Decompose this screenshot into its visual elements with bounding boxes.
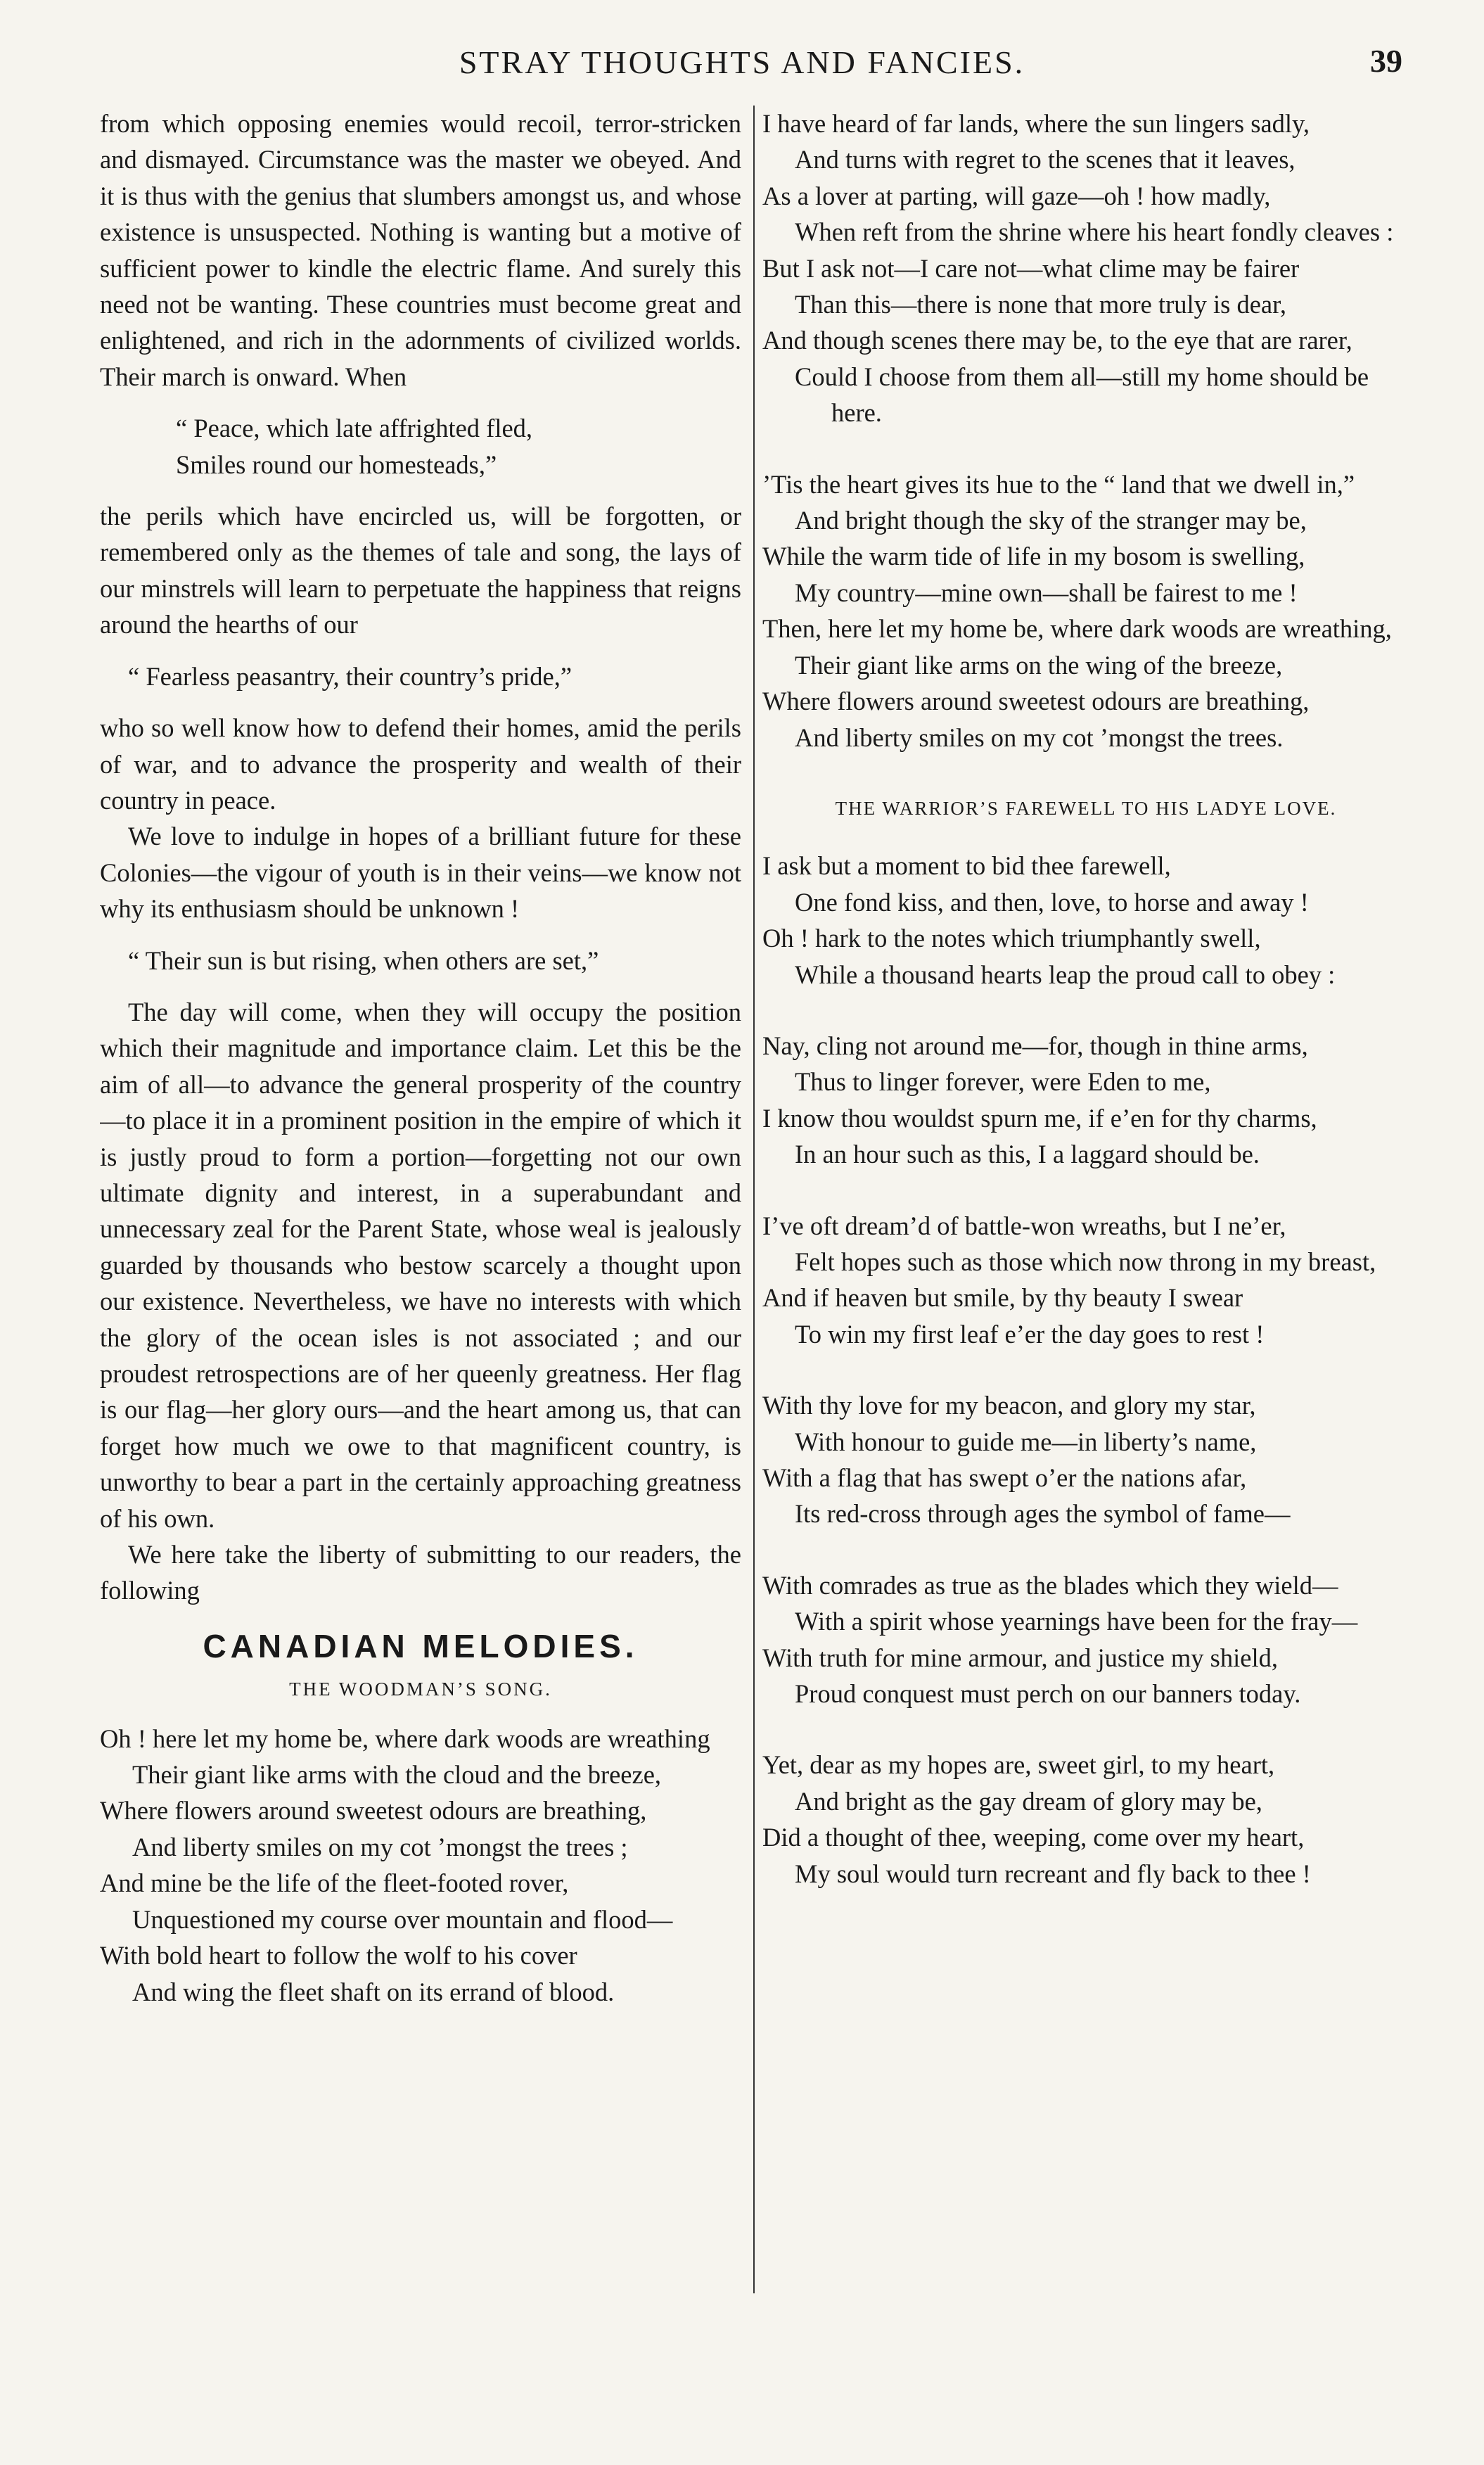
poem-line: Their giant like arms with the cloud and the breeze, xyxy=(132,1760,662,1790)
spacer xyxy=(100,483,741,498)
poem-line: With thy love for my beacon, and glory my star, xyxy=(762,1391,1256,1420)
stanza xyxy=(762,848,1409,993)
poem-line: Did a thought of thee, weeping, come over my heart, xyxy=(762,1823,1305,1852)
poem-line: With comrades as true as the blades which they wield— xyxy=(762,1570,1338,1600)
poem-line: In an hour such as this, I a laggard should be. xyxy=(795,1140,1260,1169)
poem-line: I have heard of far lands, where the sun lingers sadly, xyxy=(762,109,1310,138)
poem-line: As a lover at parting, will gaze—oh ! how madly, xyxy=(762,181,1271,210)
poem-line: And if heaven but smile, by thy beauty I swear xyxy=(762,1283,1243,1313)
stanza xyxy=(762,466,1409,756)
poem-line: Where flowers around sweetest odours are breathing, xyxy=(762,687,1310,716)
paragraph-4: We love to indulge in hopes of a brilliant future for these Colonies—the vigour of youth is in their veins—we know not why its enthusiasm should be unknown ! xyxy=(100,822,741,924)
paragraph-5: The day will come, when they will occupy the position which their magnitude and importance claim. Let this be the aim of all—to advance the general prosperity of the country —to place it in a prominent position in the empire of which it is justly proud to form a portion—forgetting not our own ultimate dignity and interest, in a superabundant and unnecessary zeal for the Parent State, whose weal is jealously guarded by thousands who bestow scarcely a thought upon our existence. Nevertheless, we have no interests with which the glory of the ocean isles is not associated ; and our proudest retrospections are of her queenly greatness. Her flag is our flag—her glory ours—and the heart among us, that can forget how much we owe to that magnificent country, is unworthy to bear a part in the certainly approaching greatness of his own. xyxy=(100,997,741,1533)
poem-line: And though scenes there may be, to the eye that are rarer, xyxy=(762,326,1352,355)
poem-line: While the warm tide of life in my bosom is swelling, xyxy=(762,542,1305,571)
poem-line: And bright though the sky of the stranger may be, xyxy=(795,506,1307,535)
spacer xyxy=(100,694,741,710)
song-title-woodman: THE WOODMAN’S SONG. xyxy=(289,1679,552,1700)
spacer xyxy=(100,979,741,994)
poem-line: And liberty smiles on my cot ’mongst the trees ; xyxy=(132,1832,628,1861)
poem-line: Their giant like arms on the wing of the breeze, xyxy=(795,650,1283,680)
stanza xyxy=(762,1387,1409,1532)
quote-1 xyxy=(176,410,741,483)
woodman-song xyxy=(100,1721,741,2010)
quote-1-line-1: “ Peace, which late affrighted fled, xyxy=(176,414,533,443)
poem-line: I’ve oft dream’d of battle-won wreaths, but I ne’er, xyxy=(762,1211,1286,1240)
poem-line: To win my first leaf e’er the day goes to rest ! xyxy=(795,1319,1265,1349)
poem-line: Oh ! here let my home be, where dark woods are wreathing xyxy=(100,1724,710,1753)
poem-line: And mine be the life of the fleet-footed rover, xyxy=(100,1868,569,1898)
quote-1-line-2: Smiles round our homesteads,” xyxy=(176,450,497,479)
poem-line: Felt hopes such as those which now throng in my breast, xyxy=(795,1247,1376,1276)
poem-line: But I ask not—I care not—what clime may be fairer xyxy=(762,253,1300,283)
paragraph-2: the perils which have encircled us, will be forgotten, or remembered only as the themes of tale and song, the lays of our minstrels will learn to perpetuate the happiness that reigns around the hearths of our xyxy=(100,502,741,639)
left-column xyxy=(100,106,741,2307)
poem-line: ’Tis the heart gives its hue to the “ land that we dwell in,” xyxy=(762,469,1355,499)
spacer xyxy=(100,927,741,943)
poem-line: When reft from the shrine where his heart fondly cleaves : xyxy=(795,217,1394,247)
paragraph-3: who so well know how to defend their homes, amid the perils of war, and to advance the prosperity and wealth of their country in peace. xyxy=(100,713,741,815)
poem-line: Yet, dear as my hopes are, sweet girl, to my heart, xyxy=(762,1750,1275,1780)
song-title-warrior: THE WARRIOR’S FAREWELL TO HIS LADYE LOVE. xyxy=(835,797,1337,819)
poem-line: Oh ! hark to the notes which triumphantly swell, xyxy=(762,924,1261,953)
poem-line: Thus to linger forever, were Eden to me, xyxy=(795,1067,1211,1097)
poem-line: While a thousand hearts leap the proud call to obey : xyxy=(795,960,1336,989)
poem-line: My soul would turn recreant and fly back to thee ! xyxy=(795,1859,1311,1888)
poem-line: With honour to guide me—in liberty’s name, xyxy=(795,1427,1257,1456)
spacer xyxy=(100,395,741,410)
paragraph-1: from which opposing enemies would recoil, terror-stricken and dismayed. Circumstance was the master we obeyed. And it is thus with the genius that slumbers amongst us, and whose existence is unsuspected. Nothing is wanting but a motive of sufficient power to kindle the electric flame. And surely this need not be wanting. These countries must become great and enlightened, and rich in the adornments of civilized worlds. Their march is onward. When xyxy=(100,109,741,391)
poem-line: Unquestioned my course over mountain and flood— xyxy=(132,1904,673,1934)
poem-line: With bold heart to follow the wolf to his cover xyxy=(100,1941,577,1970)
poem-line: Nay, cling not around me—for, though in thine arms, xyxy=(762,1031,1308,1060)
poem-line: And turns with regret to the scenes that it leaves, xyxy=(795,145,1296,174)
poem-line: Where flowers around sweetest odours are breathing, xyxy=(100,1796,647,1826)
poem-line: With a spirit whose yearnings have been for the fray— xyxy=(795,1607,1358,1636)
stanza xyxy=(762,1208,1409,1353)
poem-line: I ask but a moment to bid thee farewell, xyxy=(762,851,1171,881)
poem-line: One fond kiss, and then, love, to horse and away ! xyxy=(795,887,1309,917)
stanza xyxy=(762,106,1409,431)
poem-line: And wing the fleet shaft on its errand of blood. xyxy=(132,1977,615,2006)
column-divider xyxy=(753,106,755,2293)
right-column xyxy=(762,106,1409,2307)
poem-line: And bright as the gay dream of glory may be, xyxy=(795,1786,1262,1816)
paragraph-6: We here take the liberty of submitting to our readers, the following xyxy=(100,1540,741,1605)
poem-line: Then, here let my home be, where dark woods are wreathing, xyxy=(762,614,1392,644)
poem-line: My country—mine own—shall be fairest to me ! xyxy=(795,578,1298,607)
page-number: 39 xyxy=(1370,43,1402,79)
poem-line: Proud conquest must perch on our banners today. xyxy=(795,1679,1301,1709)
quote-3 xyxy=(128,943,741,979)
quote-2-line: “ Fearless peasantry, their country’s pride,” xyxy=(128,661,573,691)
poem-line: And liberty smiles on my cot ’mongst the trees. xyxy=(795,722,1284,752)
section-title: CANADIAN MELODIES. xyxy=(203,1627,639,1664)
stanza xyxy=(762,1028,1409,1173)
quote-2 xyxy=(128,658,741,694)
quote-3-line: “ Their sun is but rising, when others are set,” xyxy=(128,945,599,975)
poem-line: With a flag that has swept o’er the nations afar, xyxy=(762,1463,1247,1492)
spacer xyxy=(100,643,741,658)
poem-line: Could I choose from them all—still my home should be here. xyxy=(795,362,1369,428)
stanza xyxy=(762,1567,1409,1712)
poem-line: I know thou wouldst spurn me, if e’en for thy charms, xyxy=(762,1103,1317,1133)
poem-line: Its red-cross through ages the symbol of fame— xyxy=(795,1499,1291,1529)
poem-line: Than this—there is none that more truly is dear, xyxy=(795,290,1286,319)
poem-line: With truth for mine armour, and justice my shield, xyxy=(762,1643,1278,1672)
running-head: STRAY THOUGHTS AND FANCIES. xyxy=(459,44,1025,80)
page-header xyxy=(0,37,1484,93)
stanza xyxy=(762,1747,1409,1892)
